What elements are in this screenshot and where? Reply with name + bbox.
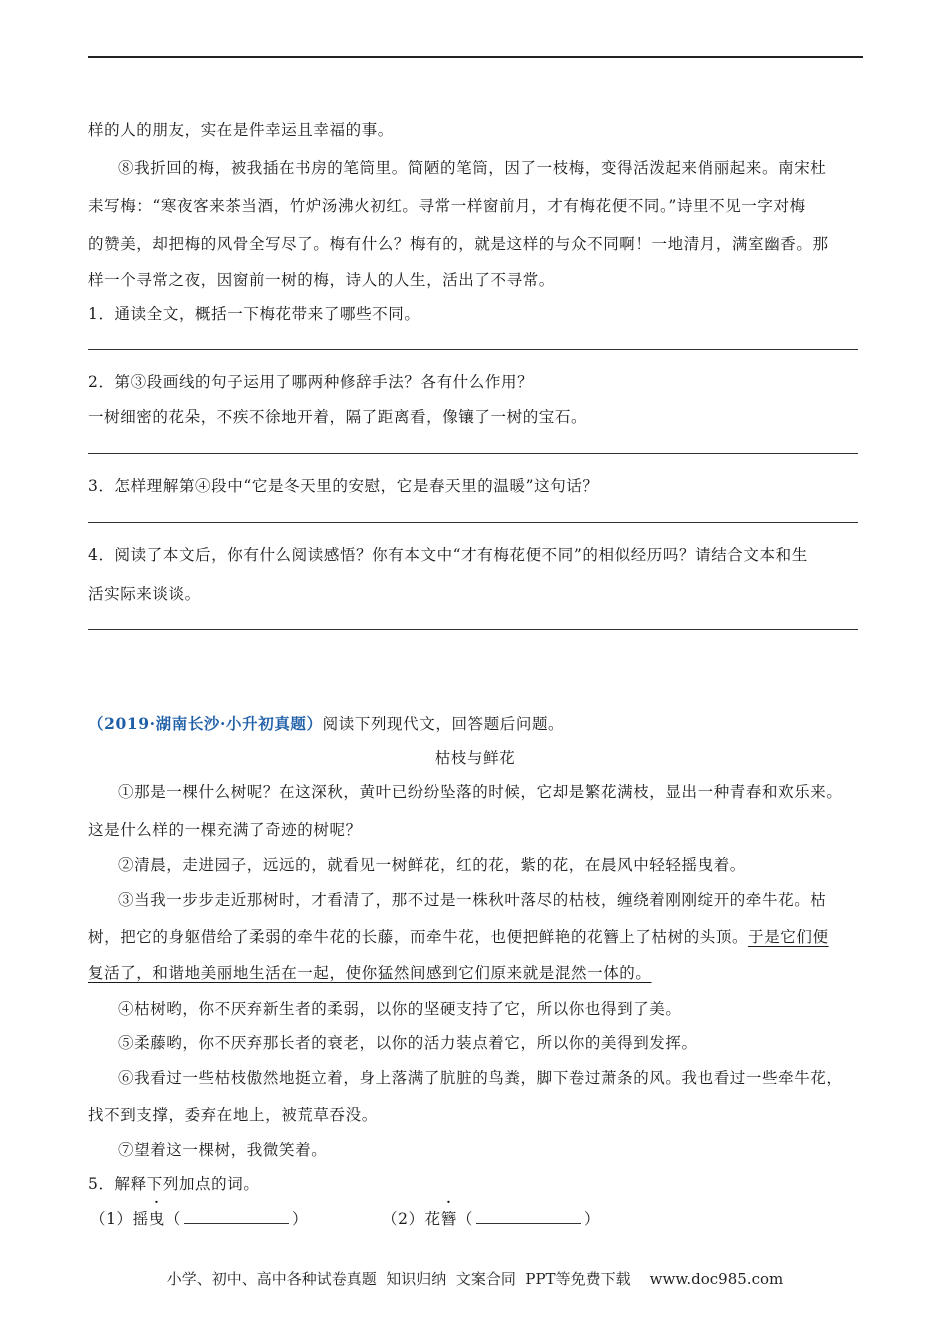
q5-2-open-paren: （ [456,1210,473,1228]
question-4-line-2: 活实际来谈谈。 [88,585,201,603]
section-heading [88,712,564,734]
underlined-sentence-start: 于是它们便 [748,928,829,946]
answer-line-2[interactable] [88,453,858,454]
passage-p6-line-1: ⑥我看过一些枯枝傲然地挺立着，身上落满了肮脏的鸟粪，脚下卷过萧条的风。我也看过一些牵牛花， [118,1069,843,1087]
q5-2-dotted-char: 簪 [440,1210,457,1228]
answer-line-4[interactable] [88,629,858,630]
source-tag: （2019·湖南长沙·小升初真题） [88,714,323,733]
question-2-quote: 一树细密的花朵，不疾不徐地开着，隔了距离看，像镶了一树的宝石。 [88,408,588,426]
passage-p3-line-1: ③当我一步步走近那树时，才看清了，那不过是一株秋叶落尽的枯枝，缠绕着刚刚绽开的牵牛花。枯 [118,891,827,909]
question-5: 5．解释下列加点的词。 [88,1175,260,1193]
q5-item-2 [382,1207,600,1229]
header-rule [88,56,863,58]
q5-2-blank[interactable] [476,1208,581,1224]
question-1: 1．通读全文，概括一下梅花带来了哪些不同。 [88,305,421,323]
underlined-sentence-end: 复活了，和谐地美丽地生活在一起，使你猛然间感到它们原来就是混然一体的。 [88,964,652,982]
passage-title: 枯枝与鲜花 [434,749,516,767]
passage-p5: ⑤柔藤哟，你不厌弃那长者的衰老，以你的活力装点着它，所以你的美得到发挥。 [118,1034,698,1052]
answer-line-1[interactable] [88,349,858,350]
instruction: 阅读下列现代文，回答题后问题。 [322,715,565,733]
text-line: 样的人的朋友，实在是件幸运且幸福的事。 [88,121,394,139]
question-2: 2．第③段画线的句子运用了哪两种修辞手法？各有什么作用？ [88,373,534,391]
paragraph-8-line-4: 样一个寻常之夜，因窗前一树的梅，诗人的人生，活出了不寻常。 [88,271,555,289]
passage-p4: ④枯树哟，你不厌弃新生者的柔弱，以你的坚硬支持了它，所以你也得到了美。 [118,1000,682,1018]
page-footer: 小学、初中、高中各种试卷真题 知识归纳 文案合同 PPT等免费下载 www.doc985.com [166,1270,784,1288]
answer-line-3[interactable] [88,522,858,523]
q5-1-dotted-char: 曳 [148,1210,165,1228]
q5-item-1 [90,1207,308,1229]
paragraph-8-line-2: 耒写梅：“寒夜客来茶当酒，竹炉汤沸火初红。寻常一样窗前月，才有梅花便不同。”诗里不见一字对梅 [88,197,806,215]
passage-p3-plain: 树，把它的身躯借给了柔弱的牵牛花的长藤，而牵牛花，也便把鲜艳的花簪上了枯树的头顶。 [88,928,749,946]
q5-2-close-paren: ） [583,1210,601,1228]
passage-p1-line-2: 这是什么样的一棵充满了奇迹的树呢？ [88,821,362,839]
q5-2-label: （2）花 [382,1210,441,1228]
paragraph-8-line-1: ⑧我折回的梅，被我插在书房的笔筒里。简陋的笔筒，因了一枝梅，变得活泼起来俏丽起来。南宋杜 [118,159,827,177]
paragraph-8-line-3: 的赞美，却把梅的风骨全写尽了。梅有什么？梅有的，就是这样的与众不同啊！一地清月，满室幽香。那 [88,235,829,253]
passage-p6-line-2: 找不到支撑，委弃在地上，被荒草吞没。 [88,1106,378,1124]
passage-p7: ⑦望着这一棵树，我微笑着。 [118,1141,328,1159]
passage-p1-line-1: ①那是一棵什么树呢？在这深秋，黄叶已纷纷坠落的时候，它却是繁花满枝，显出一种青春和欢乐来。 [118,783,843,801]
q5-1-close-paren: ） [291,1210,309,1228]
q5-1-open-paren: （ [164,1210,181,1228]
passage-p2: ②清晨，走进园子，远远的，就看见一树鲜花，红的花，紫的花，在晨风中轻轻摇曳着。 [118,856,746,874]
q5-1-blank[interactable] [184,1208,289,1224]
question-3: 3．怎样理解第④段中“它是冬天里的安慰，它是春天里的温暖”这句话？ [88,477,599,495]
passage-p3-line-2 [88,925,829,947]
question-4-line-1: 4．阅读了本文后，你有什么阅读感悟？你有本文中“才有梅花便不同”的相似经历吗？请结合文本和生 [88,546,808,564]
q5-1-label: （1）摇 [90,1210,149,1228]
